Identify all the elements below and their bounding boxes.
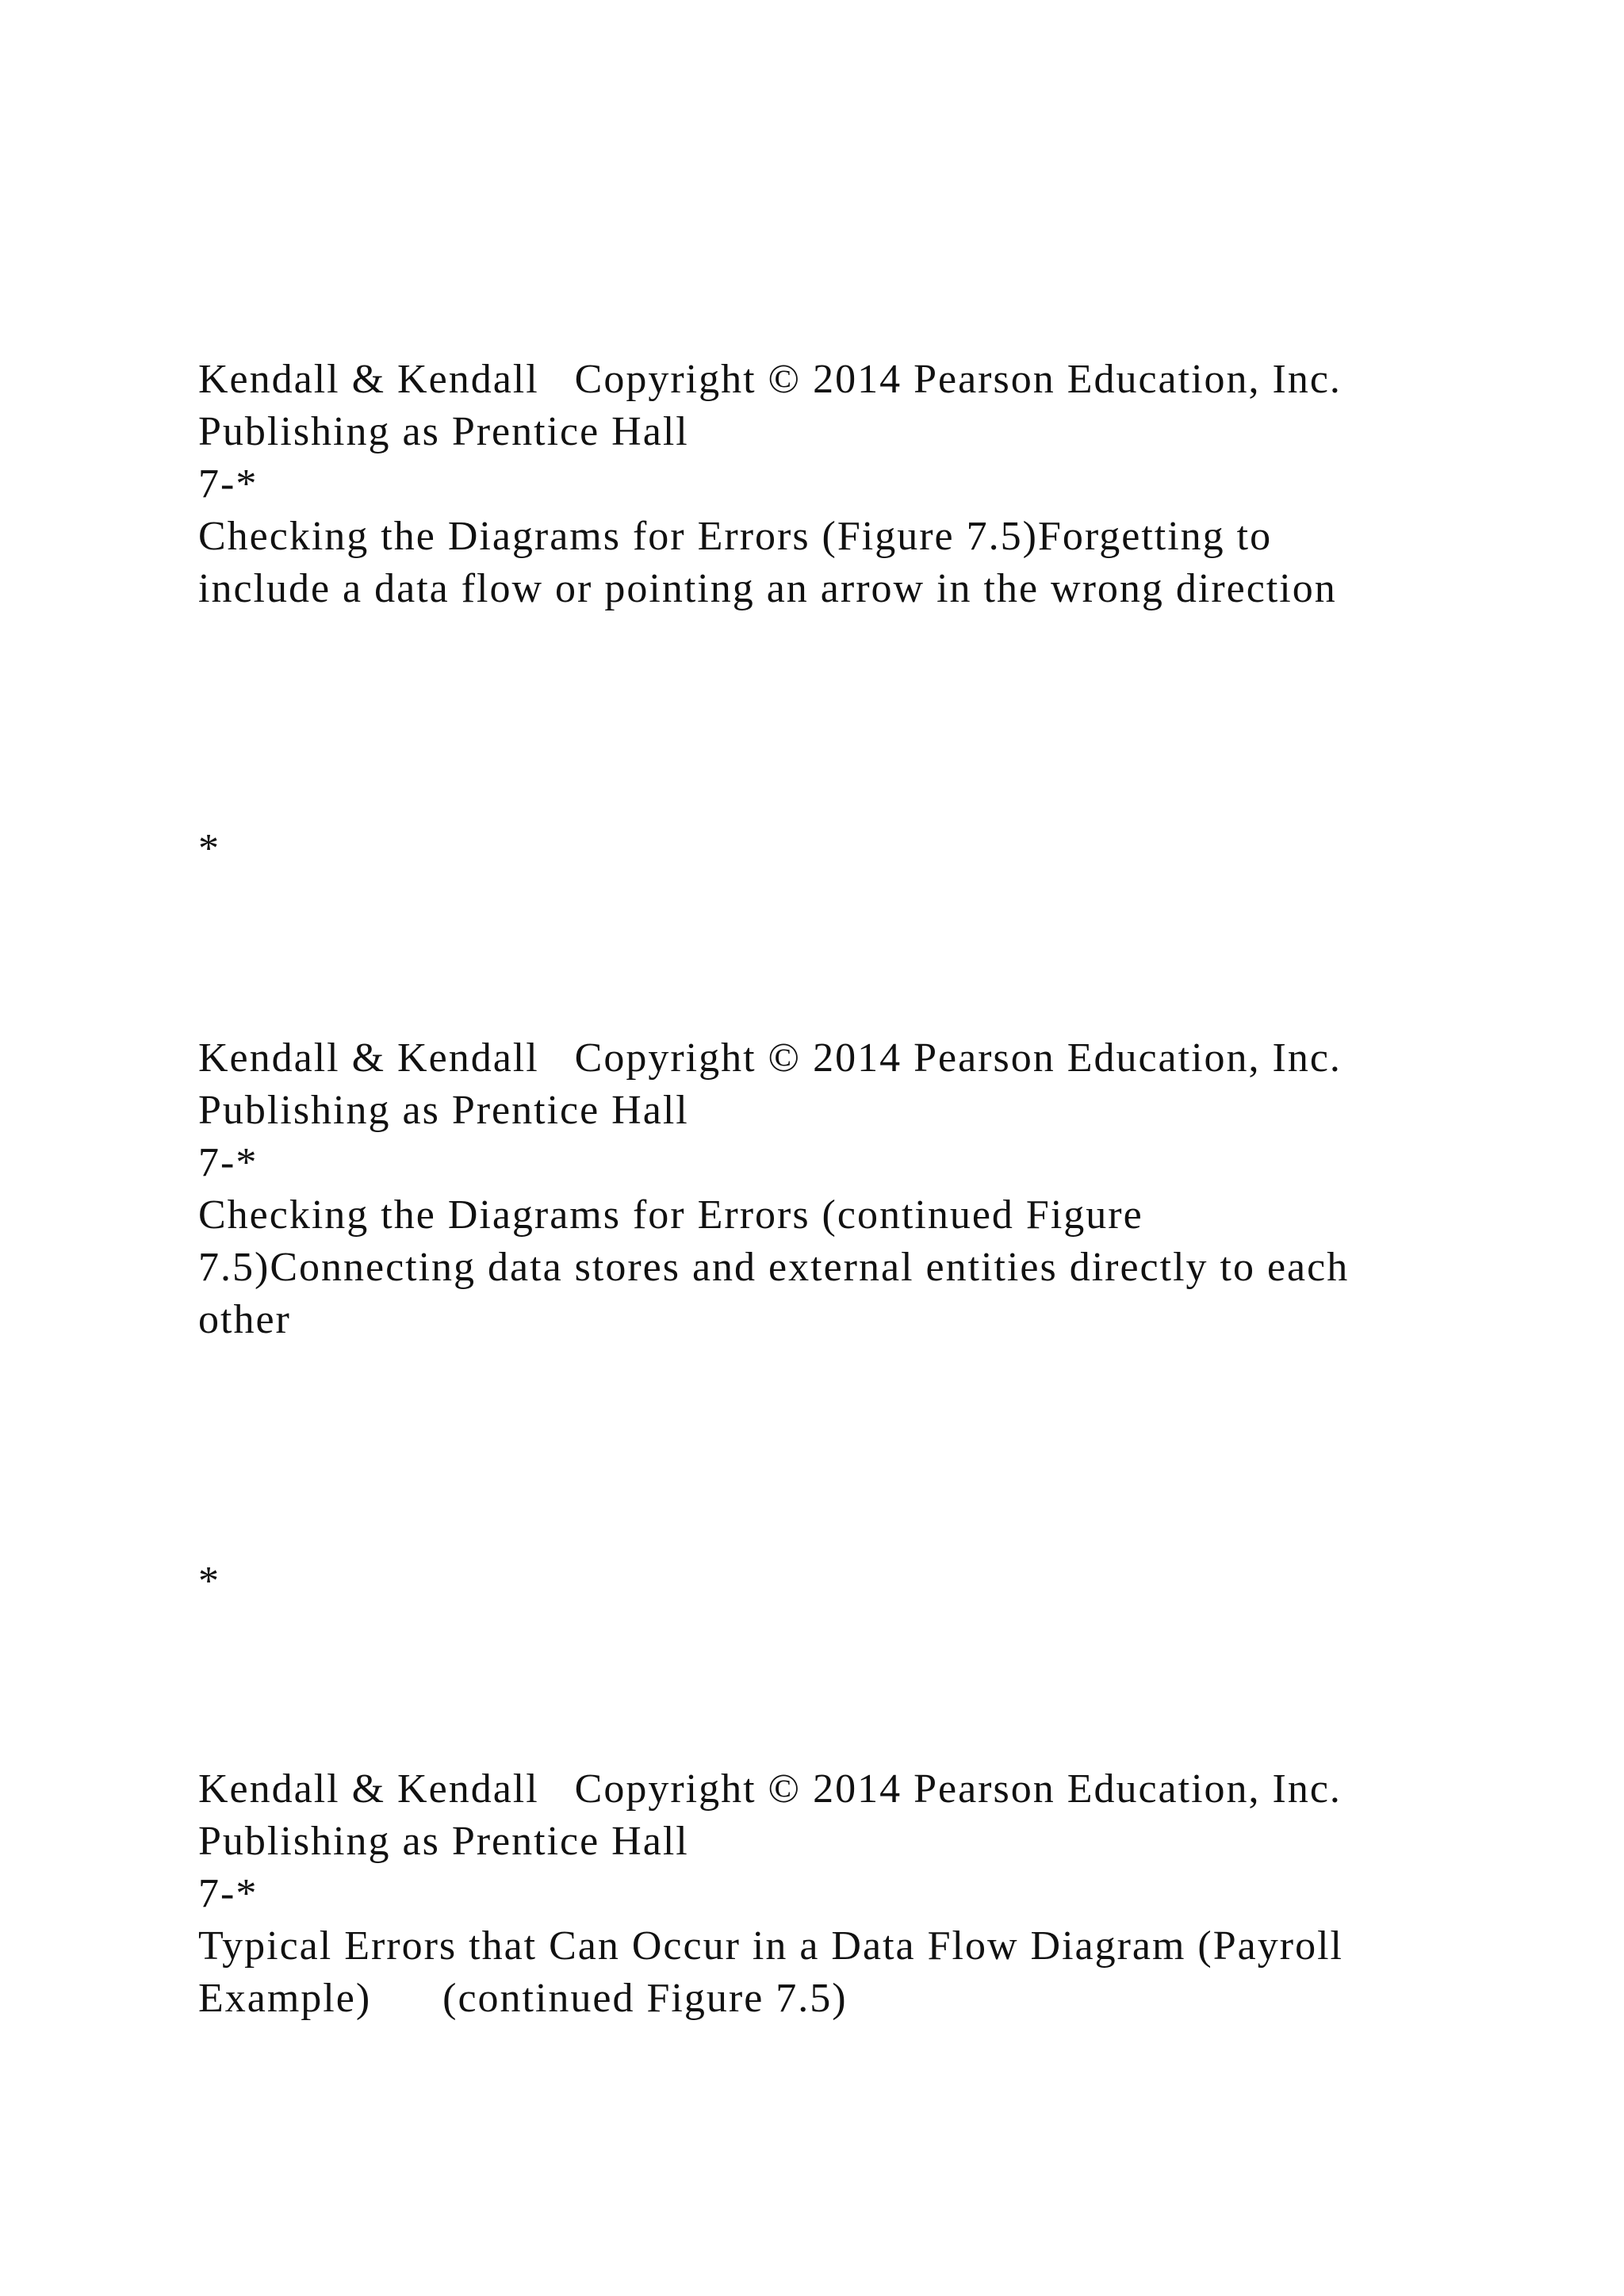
- section-2-header-cont: Publishing as Prentice Hall: [198, 1088, 689, 1133]
- section-3-body-line-2: Example) (continued Figure 7.5): [198, 1976, 848, 2021]
- section-2-header: Kendall & Kendall Copyright © 2014 Pearson Education, Inc.: [198, 1035, 1342, 1081]
- section-1-body-line-1: Checking the Diagrams for Errors (Figure 7.5)Forgetting to: [198, 514, 1273, 559]
- section-2-marker: *: [198, 1559, 220, 1604]
- section-1-slide-number: 7-*: [198, 461, 259, 507]
- section-1-header: Kendall & Kendall Copyright © 2014 Pearson Education, Inc.: [198, 357, 1342, 402]
- section-1-body-line-2: include a data flow or pointing an arrow in the wrong direction: [198, 566, 1337, 611]
- section-3-header: Kendall & Kendall Copyright © 2014 Pearson Education, Inc.: [198, 1766, 1342, 1812]
- section-2-body-line-3: other: [198, 1297, 291, 1342]
- section-3-body-line-1: Typical Errors that Can Occur in a Data Flow Diagram (Payroll: [198, 1923, 1343, 1969]
- section-2-slide-number: 7-*: [198, 1140, 259, 1185]
- section-2-body-line-1: Checking the Diagrams for Errors (continued Figure: [198, 1192, 1143, 1238]
- section-3-slide-number: 7-*: [198, 1871, 259, 1916]
- section-3-header-cont: Publishing as Prentice Hall: [198, 1819, 689, 1864]
- section-2-body-line-2: 7.5)Connecting data stores and external entities directly to each: [198, 1245, 1350, 1290]
- section-1-header-cont: Publishing as Prentice Hall: [198, 409, 689, 454]
- section-1-marker: *: [198, 826, 220, 871]
